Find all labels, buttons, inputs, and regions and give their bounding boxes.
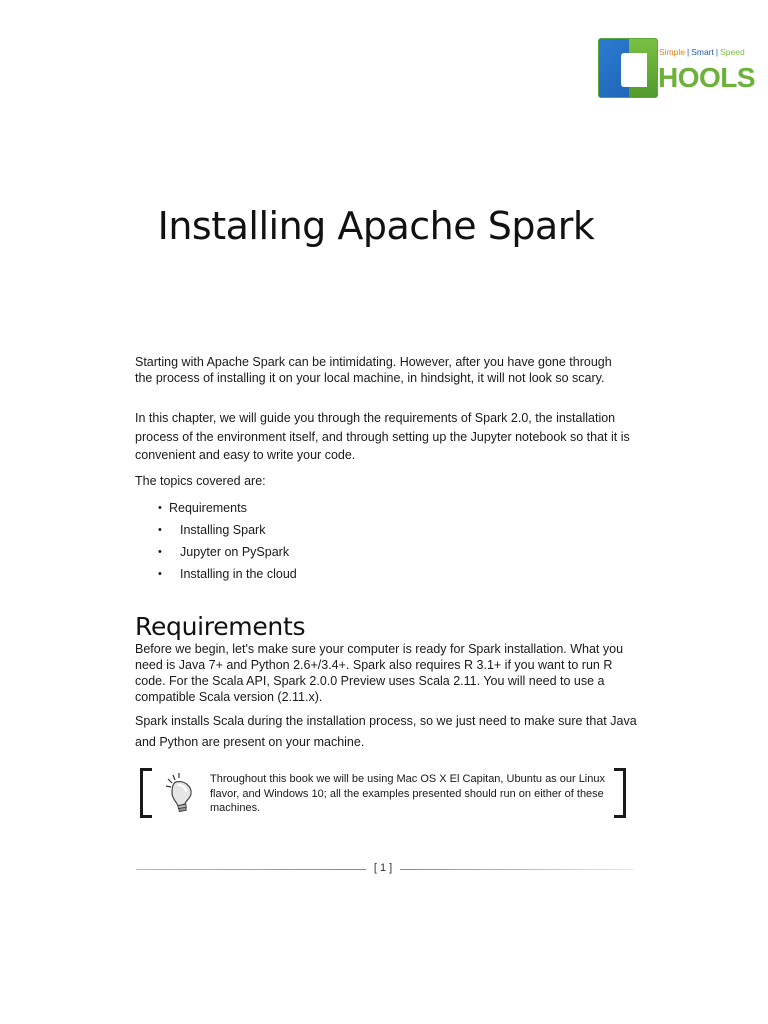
requirements-paragraph-1: Before we begin, let's make sure your computer is ready for Spark installation. What you need is Java 7+ and Python 2.6+/3.4+. Spark also requires R 3.1+ if you want to run R code. For the Scala API, Spark 2.0.0 Preview uses Scala 2.11. You will need to use a compatible Scala version (2.11.x). [135,642,624,704]
topic-cloud: Installing in the cloud [180,567,297,581]
topics-intro: The topics covered are: [135,474,266,488]
bullet: • [158,546,162,558]
topic-jupyter: Jupyter on PySpark [180,545,290,559]
logo-c-mark [598,38,658,98]
bullet: • [158,524,162,536]
chapter-title: Installing Apache Spark [157,204,595,248]
intro-paragraph-2: In this chapter, we will guide you through the requirements of Spark 2.0, the installation process of the environment itself, and through setting up the Jupyter notebook so that it is convenient and easy to write your code. [135,411,630,462]
footer-rule-left [136,869,366,870]
requirements-paragraph-2: Spark installs Scala during the installation process, so we just need to make sure that Java and Python are present on your machine. [135,714,637,749]
tip-box [140,766,630,822]
topic-requirements: Requirements [169,501,247,515]
logo-tagline: Simple | Smart | Speed [659,47,745,57]
intro-paragraph-1: Starting with Apache Spark can be intimidating. However, after you have gone through the process of installing it on your local machine, in hindsight, it will not look so scary. [135,355,612,385]
footer-rule-right [400,869,634,870]
left-bracket [140,768,152,818]
page-number: [ 1 ] [373,862,393,874]
bullet: • [158,502,162,514]
lightbulb-icon [164,772,196,814]
right-bracket [614,768,626,818]
tip-text: Throughout this book we will be using Mac OS X El Capitan, Ubuntu as our Linux flavor, and Windows 10; all the examples presented should run on either of these machines. [210,773,605,814]
publisher-logo [598,38,756,98]
topic-installing-spark: Installing Spark [180,523,266,537]
bullet: • [158,568,162,580]
section-heading-requirements: Requirements [135,612,306,641]
logo-wordmark: HOOLS [658,62,756,93]
